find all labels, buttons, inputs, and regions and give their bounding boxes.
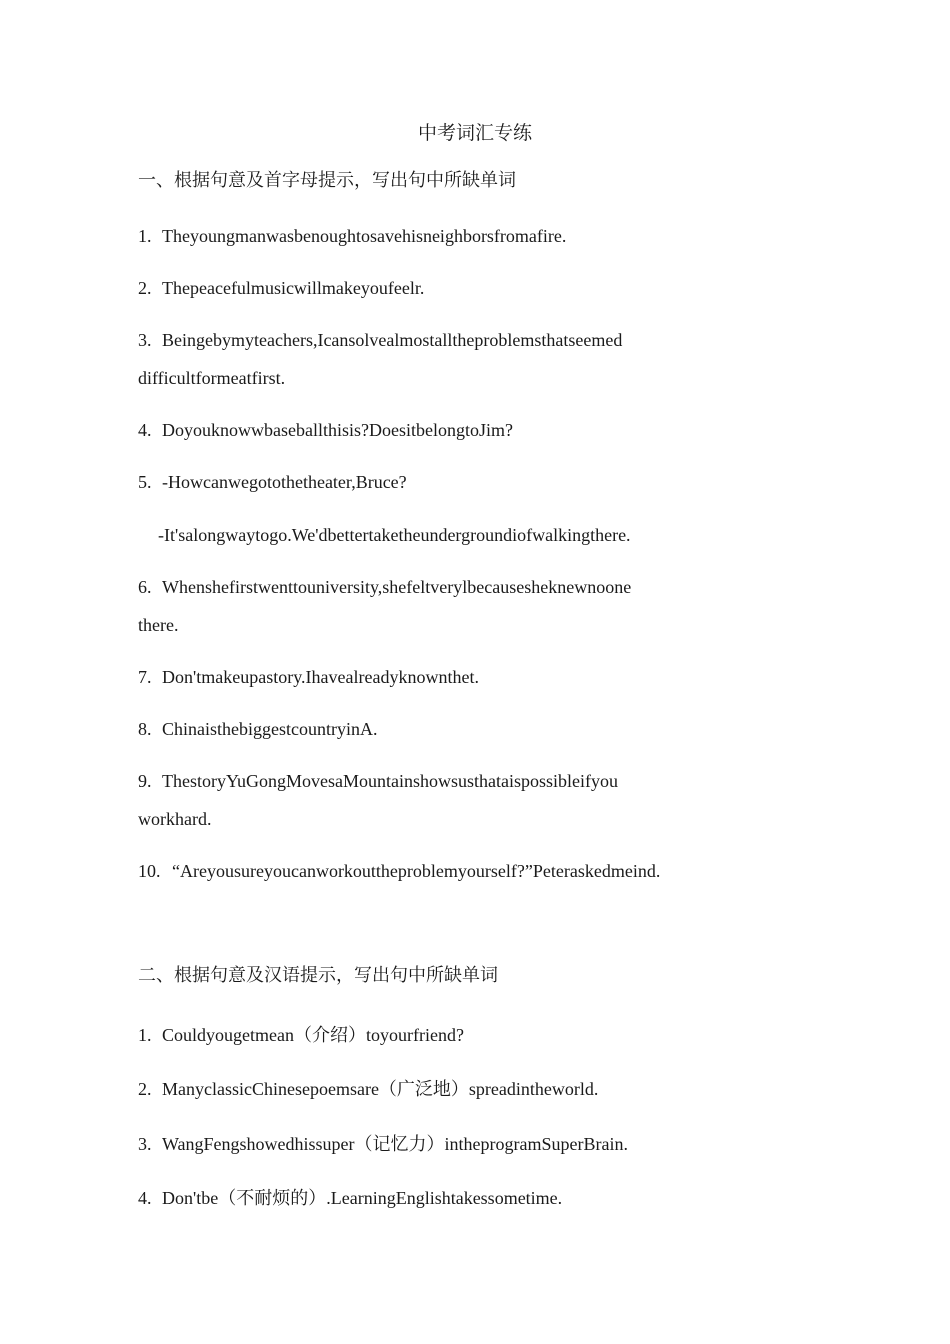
item-text: ThestoryYuGongMovesaMountainshowsusthataispossibleifyou bbox=[162, 771, 618, 791]
item-text: Theyoungmanwasbenoughtosavehisneighborsfromafire. bbox=[162, 226, 567, 246]
s1-item-3-continuation: difficultformeatfirst. bbox=[138, 368, 286, 388]
item-text: ManyclassicChinesepoemsare（广泛地）spreadintheworld. bbox=[162, 1079, 599, 1099]
item-number: 2. bbox=[138, 278, 152, 298]
item-text: Couldyougetmean（介绍）toyourfriend? bbox=[162, 1025, 464, 1045]
s1-item-6 bbox=[138, 577, 631, 598]
s1-item-2 bbox=[138, 278, 424, 299]
s1-item-9 bbox=[138, 771, 618, 792]
item-number: 3. bbox=[138, 330, 152, 350]
s1-item-10 bbox=[138, 861, 660, 882]
item-number: 7. bbox=[138, 667, 152, 687]
s2-item-1 bbox=[138, 1021, 464, 1047]
s1-item-5-reply: -It'salongwaytogo.We'dbettertaketheundergroundiofwalkingthere. bbox=[158, 525, 631, 545]
s1-item-3 bbox=[138, 330, 622, 351]
item-number: 1. bbox=[138, 226, 152, 246]
item-number: 4. bbox=[138, 420, 152, 440]
item-text: Don'tmakeupastory.Ihavealreadyknownthet. bbox=[162, 667, 479, 687]
item-text: “Areyousureyoucanworkouttheproblemyourself?”Peteraskedmeind. bbox=[172, 861, 661, 881]
s1-item-7 bbox=[138, 667, 479, 688]
s1-item-1 bbox=[138, 226, 566, 247]
item-number: 2. bbox=[138, 1079, 152, 1099]
page-title: 中考词汇专练 bbox=[417, 122, 532, 144]
item-text: Doyouknowwbaseballthisis?DoesitbelongtoJim? bbox=[162, 420, 513, 440]
s1-item-4 bbox=[138, 420, 513, 441]
s1-item-8 bbox=[138, 719, 377, 740]
item-text: WangFengshowedhissuper（记忆力）intheprogramSuperBrain. bbox=[162, 1134, 628, 1154]
item-text: Beingebymyteachers,Icansolvealmostalltheproblemsthatseemed bbox=[162, 330, 623, 350]
s1-item-5 bbox=[138, 472, 407, 493]
item-number: 10. bbox=[138, 861, 161, 881]
s1-item-6-continuation: there. bbox=[138, 615, 179, 635]
s1-item-9-continuation: workhard. bbox=[138, 809, 212, 829]
section-2-heading: 二、根据句意及汉语提示，写出句中所缺单词 bbox=[138, 965, 498, 986]
item-number: 6. bbox=[138, 577, 152, 597]
s2-item-4 bbox=[138, 1184, 562, 1210]
item-text: Don'tbe（不耐烦的）.LearningEnglishtakessometime. bbox=[162, 1188, 563, 1208]
item-number: 8. bbox=[138, 719, 152, 739]
item-text: ChinaisthebiggestcountryinA. bbox=[162, 719, 378, 739]
section-1-heading: 一、根据句意及首字母提示，写出句中所缺单词 bbox=[138, 170, 516, 191]
item-number: 9. bbox=[138, 771, 152, 791]
item-number: 3. bbox=[138, 1134, 152, 1154]
item-number: 5. bbox=[138, 472, 152, 492]
item-number: 4. bbox=[138, 1188, 152, 1208]
s2-item-2 bbox=[138, 1075, 598, 1101]
s2-item-3 bbox=[138, 1130, 628, 1156]
item-number: 1. bbox=[138, 1025, 152, 1045]
item-text: Thepeacefulmusicwillmakeyoufeelr. bbox=[162, 278, 425, 298]
item-text: -Howcanwegotothetheater,Bruce? bbox=[162, 472, 407, 492]
item-text: Whenshefirstwenttouniversity,shefeltverylbecausesheknewnoone bbox=[162, 577, 632, 597]
